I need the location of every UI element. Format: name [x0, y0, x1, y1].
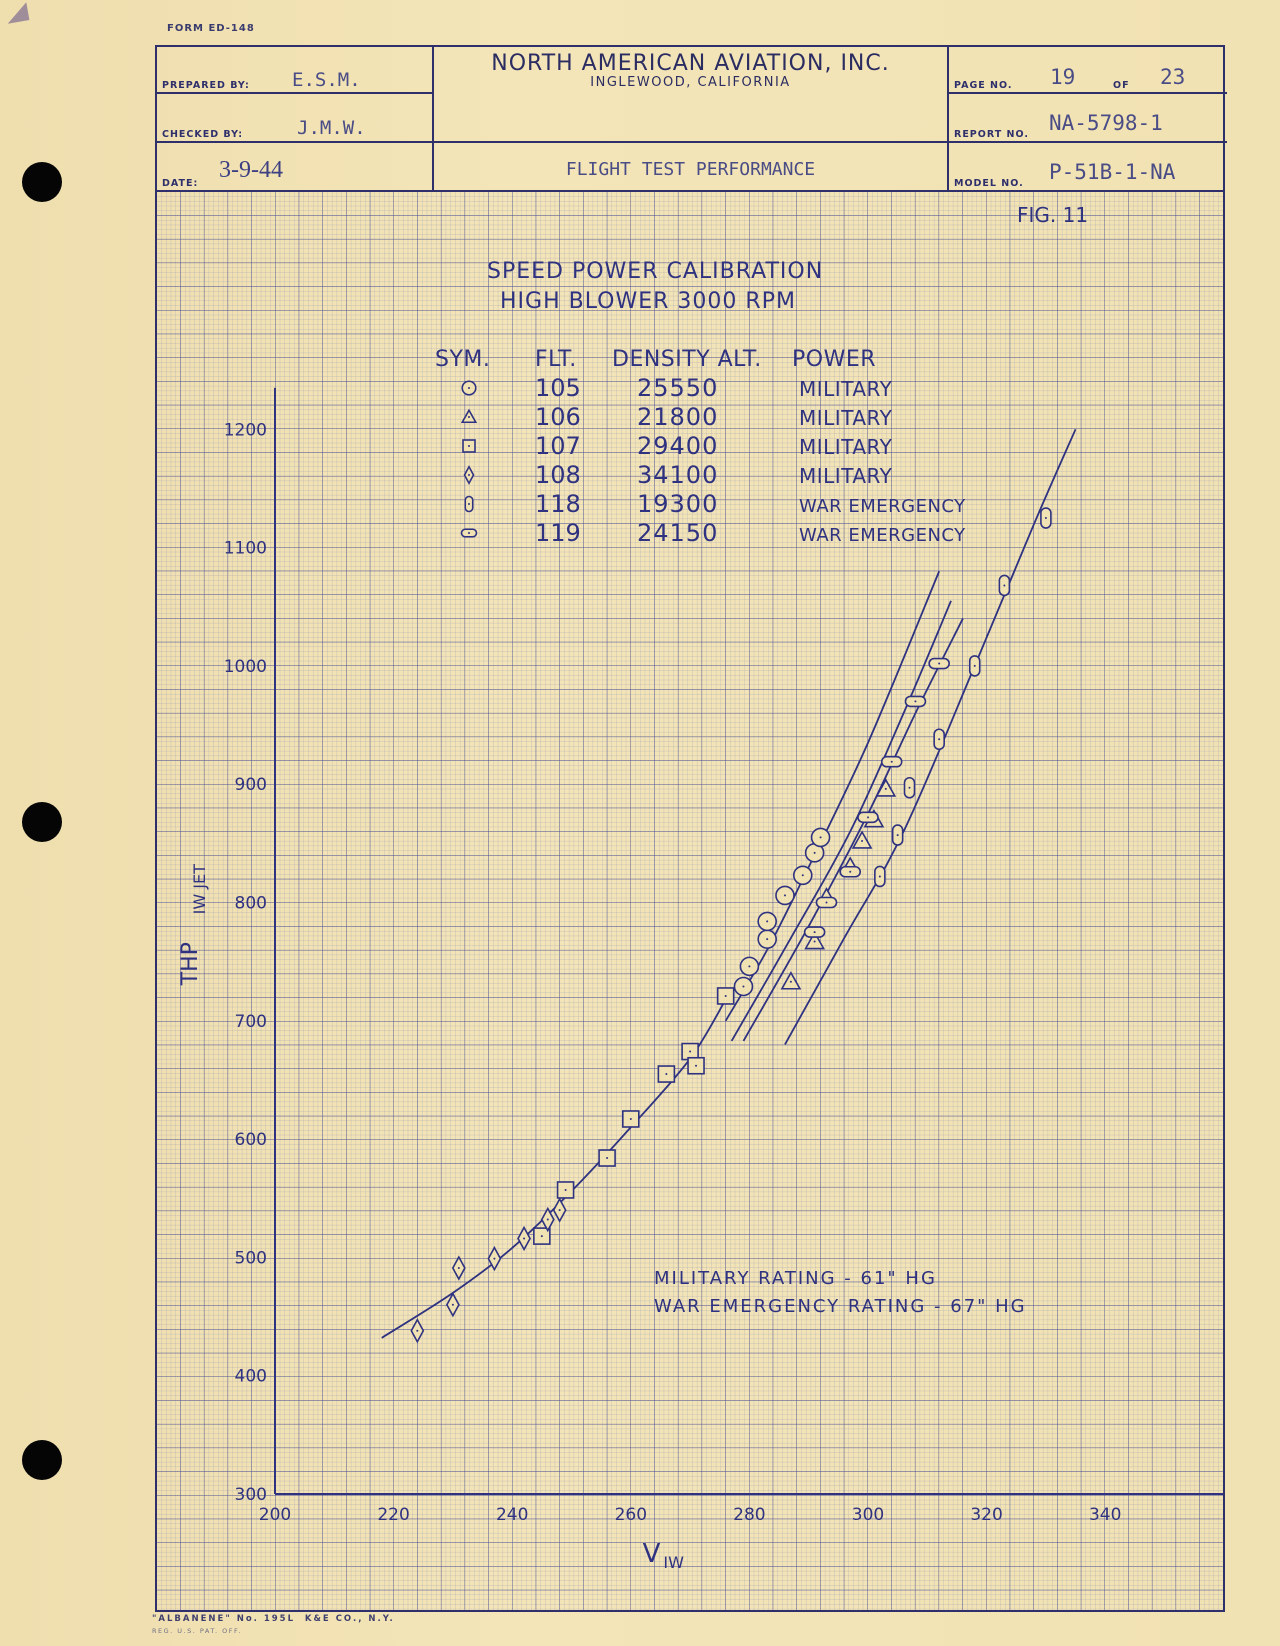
report-no-value: NA-5798-1	[1049, 111, 1163, 135]
page-no-value: 19	[1050, 65, 1076, 89]
svg-text:240: 240	[495, 1505, 529, 1525]
report-no-label: REPORT NO.	[954, 129, 1029, 140]
svg-text:1200: 1200	[223, 420, 267, 441]
svg-text:107: 107	[535, 432, 581, 460]
svg-text:600: 600	[234, 1130, 267, 1151]
svg-text:MILITARY: MILITARY	[799, 435, 893, 459]
speed-power-chart	[157, 192, 1225, 1612]
svg-text:WAR EMERGENCY: WAR EMERGENCY	[799, 496, 966, 517]
svg-text:700: 700	[234, 1011, 267, 1032]
svg-text:21800: 21800	[637, 403, 719, 431]
model-no-label: MODEL NO.	[954, 178, 1024, 189]
page-no-label: PAGE NO.	[954, 80, 1013, 91]
svg-text:MILITARY: MILITARY	[799, 464, 893, 488]
svg-text:220: 220	[377, 1505, 410, 1525]
company-location: INGLEWOOD, CALIFORNIA	[590, 75, 791, 90]
svg-text:IW: IW	[663, 1553, 684, 1572]
date-value: 3-9-44	[219, 157, 283, 183]
svg-text:25550: 25550	[637, 374, 719, 402]
svg-text:IW JET: IW JET	[190, 864, 209, 915]
svg-text:FLT.: FLT.	[535, 347, 577, 372]
svg-text:29400: 29400	[637, 432, 719, 460]
punch-hole-top	[22, 162, 62, 202]
svg-text:105: 105	[535, 374, 581, 402]
company-name: NORTH AMERICAN AVIATION, INC.	[491, 51, 890, 76]
corner-mark	[5, 2, 30, 24]
checked-by-label: CHECKED BY:	[162, 129, 244, 140]
svg-text:SPEED POWER CALIBRATION: SPEED POWER CALIBRATION	[487, 259, 824, 284]
svg-text:260: 260	[614, 1505, 648, 1525]
title-block	[155, 45, 1225, 190]
svg-text:500: 500	[234, 1248, 267, 1269]
svg-text:900: 900	[234, 775, 267, 796]
svg-text:WAR EMERGENCY: WAR EMERGENCY	[799, 525, 966, 546]
svg-text:MILITARY: MILITARY	[799, 377, 893, 401]
form-number: FORM ED-148	[167, 23, 255, 34]
svg-text:SYM.: SYM.	[435, 347, 491, 372]
svg-text:THP: THP	[178, 942, 203, 986]
svg-text:108: 108	[535, 461, 581, 489]
divider	[947, 92, 1227, 94]
subject: FLIGHT TEST PERFORMANCE	[565, 159, 816, 180]
svg-text:FIG. 11: FIG. 11	[1017, 203, 1089, 227]
date-label: DATE:	[162, 178, 199, 189]
svg-text:V: V	[642, 1539, 661, 1569]
punch-hole-middle	[22, 802, 62, 842]
svg-text:800: 800	[234, 893, 267, 914]
svg-text:1100: 1100	[223, 538, 267, 559]
svg-text:106: 106	[535, 403, 581, 431]
punch-hole-bottom	[22, 1440, 62, 1480]
svg-text:MILITARY: MILITARY	[799, 406, 893, 430]
subject-cell	[434, 143, 947, 190]
paper-trademark: REG. U.S. PAT. OFF.	[152, 1627, 242, 1635]
checked-by-value: J.M.W.	[297, 117, 366, 139]
svg-text:200: 200	[258, 1505, 292, 1525]
of-label: OF	[1113, 80, 1130, 91]
svg-text:MILITARY RATING - 61" HG: MILITARY RATING - 61" HG	[654, 1268, 937, 1289]
svg-text:400: 400	[234, 1366, 267, 1387]
divider	[157, 92, 432, 94]
svg-text:HIGH BLOWER 3000 RPM: HIGH BLOWER 3000 RPM	[500, 289, 796, 314]
model-no-value: P-51B-1-NA	[1049, 160, 1176, 184]
svg-text:1000: 1000	[223, 656, 267, 677]
svg-text:300: 300	[234, 1485, 267, 1505]
paper-brand: "ALBANENE" No. 195L K&E CO., N.Y.	[152, 1614, 395, 1624]
svg-text:POWER: POWER	[792, 347, 877, 372]
svg-text:340: 340	[1088, 1505, 1122, 1525]
svg-text:280: 280	[733, 1505, 766, 1525]
svg-text:24150: 24150	[637, 519, 719, 547]
svg-text:118: 118	[535, 490, 581, 518]
svg-text:WAR EMERGENCY RATING - 67" HG: WAR EMERGENCY RATING - 67" HG	[654, 1296, 1027, 1317]
page-total-value: 23	[1160, 65, 1186, 89]
prepared-by-value: E.S.M.	[292, 69, 361, 91]
svg-text:34100: 34100	[637, 461, 719, 489]
svg-text:320: 320	[970, 1505, 1003, 1525]
svg-text:300: 300	[851, 1505, 885, 1525]
company-cell	[434, 47, 947, 141]
svg-text:DENSITY ALT.: DENSITY ALT.	[612, 347, 762, 372]
svg-text:119: 119	[535, 519, 581, 547]
svg-text:19300: 19300	[637, 490, 719, 518]
prepared-by-label: PREPARED BY:	[162, 80, 250, 91]
chart-area	[155, 190, 1225, 1612]
divider	[947, 47, 949, 190]
